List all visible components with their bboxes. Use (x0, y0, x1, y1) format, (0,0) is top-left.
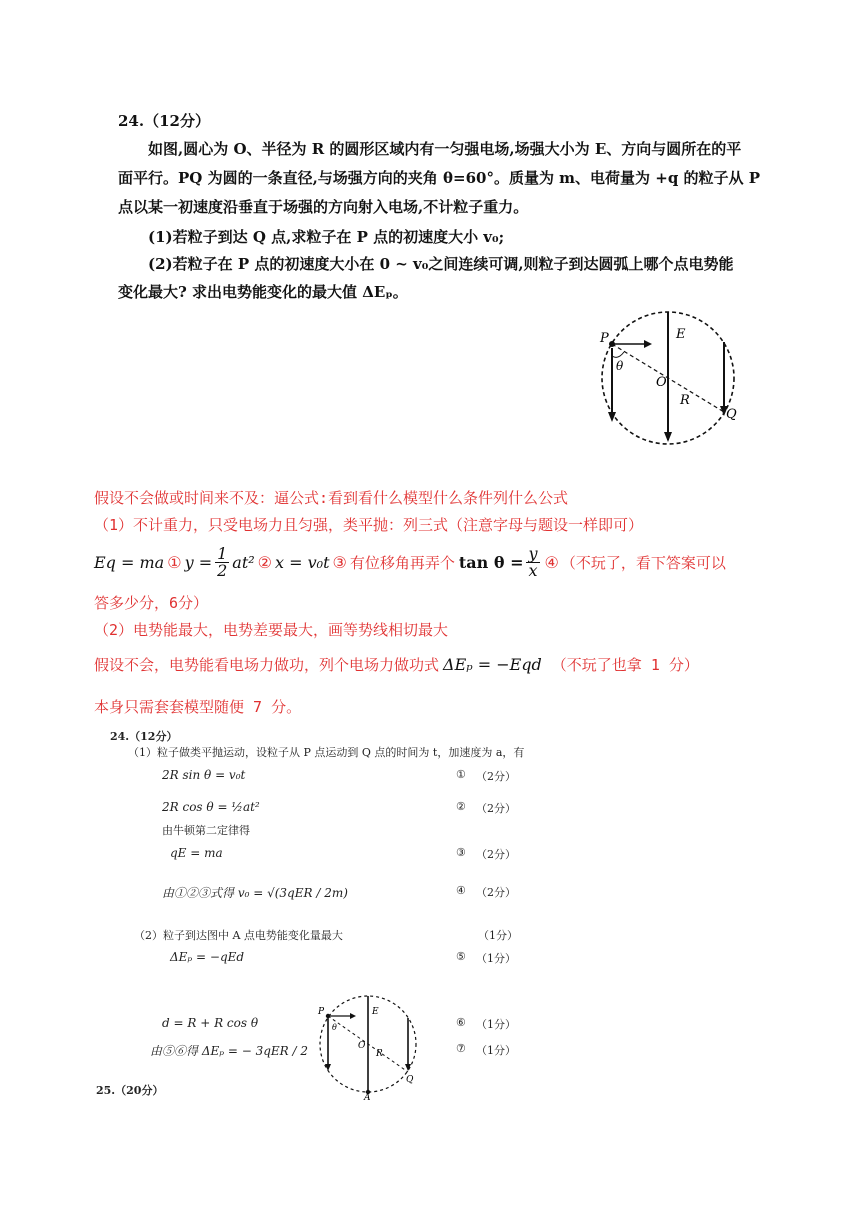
answer-num-3: ③ (456, 846, 466, 859)
answer-final-num: ⑦ (456, 1042, 466, 1055)
formula-fraction-half (215, 543, 229, 580)
formula-mid-text: 有位移角再弄个 (349, 553, 455, 572)
note-formula-line (94, 540, 726, 584)
arrow-head-icon (608, 412, 616, 422)
answer-figure (310, 988, 430, 1100)
label-theta: θ (616, 359, 624, 373)
note-line-1: 假设不会做或时间来不及：逼公式:看到看什么模型什么条件列什么公式 (94, 489, 569, 507)
answer-eq-4: 由①②③式得 v₀ = √(3qER / 2m) (162, 886, 348, 900)
note-line-5: （2）电势能最大，电势差要最大，画等势线相切最大 (94, 621, 449, 639)
note-line-6-tail: （不玩了也拿 1 分） (551, 656, 699, 674)
answer-num-1: ① (456, 768, 466, 781)
answer-number: 24.（12分） (110, 730, 178, 743)
answer-eq-1: 2R sin θ = v₀t (162, 768, 246, 782)
point-p (609, 341, 615, 347)
formula-circle-2: ② (257, 552, 273, 572)
arrow-head-icon (350, 1013, 356, 1019)
question-line-3: 点以某一初速度沿垂直于场强的方向射入电场,不计粒子重力。 (118, 198, 529, 216)
answer-score-1: （2分） (476, 770, 516, 783)
note-line-2: （1）不计重力，只受电场力且匀强，类平抛：列三式（注意字母与题设一样即可） (94, 516, 644, 534)
label-p: P (600, 331, 609, 346)
formula-circle-3: ③ (332, 552, 347, 572)
label-q: Q (406, 1075, 414, 1085)
answer-de: ΔEₚ = −qEd (170, 950, 245, 964)
label-p: P (318, 1007, 325, 1017)
answer-score-4: （2分） (476, 886, 516, 899)
answer-d-score: （1分） (476, 1018, 516, 1031)
fraction-denominator: x (528, 560, 538, 580)
formula-eq3: x = v₀t (275, 552, 330, 572)
formula-circle-1: ① (167, 552, 182, 572)
formula-eq2-rhs: at² (232, 552, 255, 572)
angle-arc (612, 352, 624, 357)
point-p (326, 1014, 330, 1018)
answer-final-score: （1分） (476, 1044, 516, 1057)
formula-fraction-yx (526, 543, 539, 580)
label-r: R (376, 1049, 383, 1059)
answer-de-num: ⑤ (456, 950, 466, 963)
fraction-denominator: 2 (217, 560, 228, 580)
answer-eq-2: 2R cos θ = ½at² (162, 800, 260, 814)
label-theta: θ (332, 1023, 337, 1032)
note-line-6-text: 假设不会，电势能看电场力做功，列个电场力做功式 (94, 656, 440, 674)
arrow-head-icon (664, 432, 672, 442)
formula-tan: tan θ = (458, 552, 524, 572)
label-e: E (372, 1007, 379, 1017)
answer-part2-score: （1分） (478, 929, 518, 942)
arrow-head-icon (644, 340, 652, 348)
formula-tail: （不玩了，看下答案可以 (560, 553, 726, 572)
label-o: O (358, 1041, 366, 1051)
label-o: O (656, 375, 667, 390)
question-number: 24.（12分） (118, 112, 210, 130)
answer-intro: （1）粒子做类平抛运动，设粒子从 P 点运动到 Q 点的时间为 t，加速度为 a，有 (128, 746, 525, 759)
formula-eq2-lhs: y = (184, 552, 213, 572)
answer-newton: 由牛顿第二定律得 (162, 824, 250, 837)
answer-eq-3: qE = ma (170, 846, 223, 860)
question-line-1: 如图,圆心为 O、半径为 R 的圆形区域内有一匀强电场,场强大小为 E、方向与圆所在的平 (148, 140, 742, 158)
answer-part2: （2）粒子到达图中 A 点电势能变化量最大 (134, 929, 343, 942)
label-e: E (676, 327, 686, 342)
label-q: Q (726, 407, 737, 422)
question-part-2a: (2)若粒子在 P 点的初速度大小在 0 ~ v₀之间连续可调,则粒子到达圆弧上哪个点电势能 (148, 255, 734, 273)
question-part-2b: 变化最大? 求出电势能变化的最大值 ΔEₚ。 (118, 283, 408, 301)
answer-de-score: （1分） (476, 952, 516, 965)
answer-score-3: （2分） (476, 848, 516, 861)
answer-final-eq: 由⑤⑥得 ΔEₚ = − 3qER / 2 (150, 1044, 309, 1058)
formula-eq1: Eq = ma (94, 552, 165, 572)
note-line-6 (94, 654, 699, 675)
question-part-1: (1)若粒子到达 Q 点,求粒子在 P 点的初速度大小 v₀; (148, 228, 505, 246)
label-a: A (364, 1093, 371, 1100)
label-r: R (680, 393, 690, 408)
note-line-6-formula: ΔEₚ = −Eqd (443, 655, 542, 674)
fraction-numerator: y (528, 543, 538, 563)
answer-num-4: ④ (456, 884, 466, 897)
answer-d-eq: d = R + R cos θ (162, 1016, 259, 1030)
answer-score-2: （2分） (476, 802, 516, 815)
next-question-number: 25.（20分） (96, 1084, 164, 1097)
formula-circle-4: ④ (544, 552, 559, 572)
note-line-7: 本身只需套套模型随便 7 分。 (94, 698, 302, 716)
note-line-4: 答多少分，6分） (94, 594, 209, 612)
answer-d-num: ⑥ (456, 1016, 466, 1029)
question-figure (590, 300, 760, 450)
question-line-2: 面平行。PQ 为圆的一条直径,与场强方向的夹角 θ=60°。质量为 m、电荷量为 +q 的粒子从 P (118, 169, 761, 187)
answer-num-2: ② (456, 800, 466, 813)
fraction-numerator: 1 (217, 543, 228, 563)
